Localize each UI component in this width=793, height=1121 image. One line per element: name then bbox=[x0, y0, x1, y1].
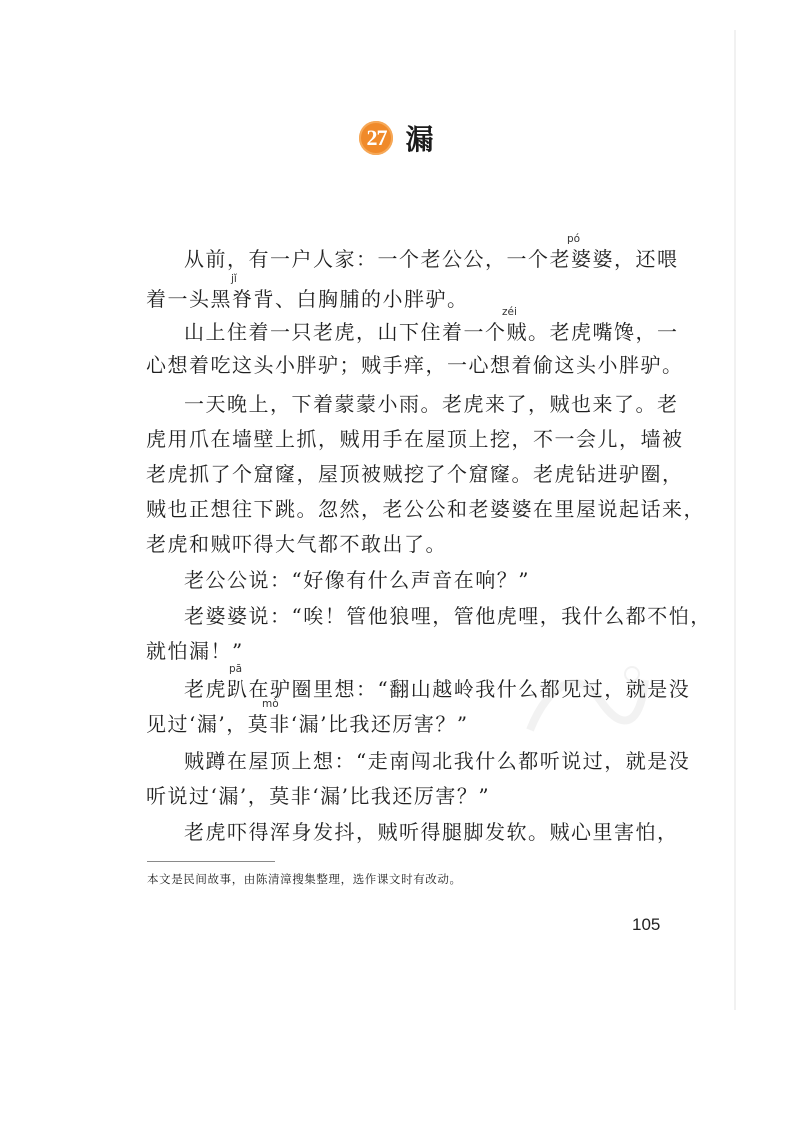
pinyin-annotation: pó bbox=[567, 233, 581, 245]
page-edge-shadow bbox=[734, 30, 736, 1010]
lesson-title bbox=[0, 118, 793, 158]
text-line: 老公公说：“好像有什么声音在响？” bbox=[184, 568, 530, 592]
text-line: 贼也正想往下跳。忽然，老公公和老婆婆在里屋说起话来， bbox=[146, 497, 705, 521]
text-line: 见过‘漏’，莫非‘漏’比我还厉害？” bbox=[146, 712, 469, 736]
pinyin-annotation: jǐ bbox=[231, 273, 237, 285]
text-line: 老婆婆说：“唉！管他狼哩，管他虎哩，我什么都不怕， bbox=[184, 604, 712, 628]
lesson-title-text: 漏 bbox=[405, 123, 434, 156]
text-line: 听说过‘漏’，莫非‘漏’比我还厉害？” bbox=[146, 784, 491, 808]
lesson-number-badge: 27 bbox=[359, 121, 393, 155]
text-line: 着一头黑脊背、白胸脯的小胖驴。 bbox=[146, 287, 469, 311]
text-line: 贼蹲在屋顶上想：“走南闯北我什么都听说过，就是没 bbox=[184, 749, 691, 773]
text-line: 一天晚上，下着蒙蒙小雨。老虎来了，贼也来了。老 bbox=[184, 392, 679, 416]
pinyin-annotation: mò bbox=[262, 698, 279, 710]
text-line: 从前，有一户人家：一个老公公，一个老婆婆，还喂 bbox=[184, 247, 679, 271]
text-line: 心想着吃这头小胖驴；贼手痒，一心想着偷这头小胖驴。 bbox=[146, 353, 684, 377]
page-number: 105 bbox=[632, 915, 661, 934]
pinyin-annotation: zéi bbox=[502, 306, 517, 318]
pinyin-annotation: pā bbox=[229, 663, 243, 675]
footnote: 本文是民间故事，由陈清漳搜集整理，选作课文时有改动。 bbox=[147, 872, 462, 886]
watermark-logo bbox=[520, 660, 650, 750]
text-line: 山上住着一只老虎，山下住着一个贼。老虎嘴馋，一 bbox=[184, 320, 679, 344]
footnote-divider bbox=[147, 861, 275, 862]
text-line: 老虎趴在驴圈里想：“翻山越岭我什么都见过，就是没 bbox=[184, 677, 691, 701]
text-line: 老虎抓了个窟窿，屋顶被贼挖了个窟窿。老虎钻进驴圈， bbox=[146, 462, 684, 486]
text-line: 虎用爪在墙壁上抓，贼用手在屋顶上挖，不一会儿，墙被 bbox=[146, 427, 684, 451]
text-line: 老虎吓得浑身发抖，贼听得腿脚发软。贼心里害怕， bbox=[184, 820, 679, 844]
text-line: 老虎和贼吓得大气都不敢出了。 bbox=[146, 532, 447, 556]
text-line: 就怕漏！” bbox=[146, 639, 244, 663]
